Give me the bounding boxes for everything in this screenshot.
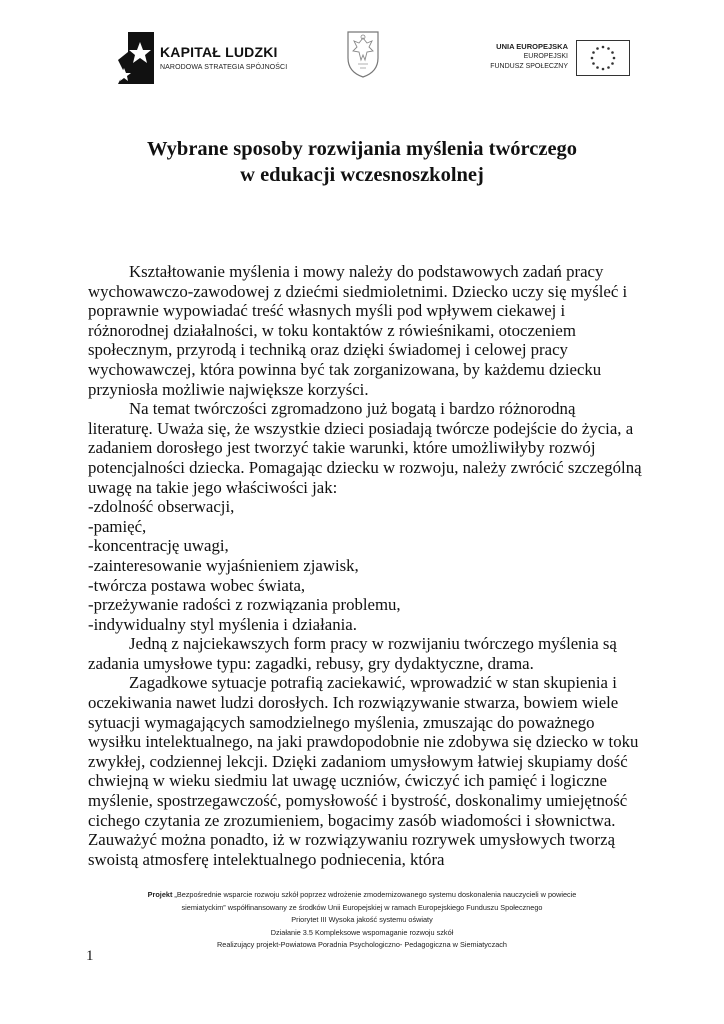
title-line-2: w edukacji wczesnoszkolnej <box>240 164 484 186</box>
list-item: -pamięć, <box>88 516 147 536</box>
title-line-1: Wybrane sposoby rozwijania myślenia twórczego <box>146 138 578 160</box>
page-number: 1 <box>86 948 94 964</box>
document-title <box>0 136 724 188</box>
footer-line-1 <box>60 889 664 902</box>
paragraph-3: Jedną z najciekawszych form pracy w rozwijaniu twórczego myślenia są zadania umysłowe typu: zagadki, rebusy, gry dydaktyczne, drama. <box>88 634 617 673</box>
footer-line-3: Priorytet III Wysoka jakość systemu oświaty <box>291 915 433 924</box>
list-item: -twórcza postawa wobec świata, <box>88 575 306 595</box>
paragraph-4: Zagadkowe sytuacje potrafią zaciekawić, wprowadzić w stan skupienia i oczekiwania nawet ludzi dorosłych. Ich rozwiązywanie stwarza, bowiem wiele sytuacji wymagających samodzielnego myślenia, zmuszając do poważnego wysiłku intelektualnego, na jaki prawdopodobnie nie zdobywa się dziecko w toku zwykłej, codziennej lekcji. Dzięki zadaniom umysłowym łatwiej skupiamy dość chwiejną w wieku siedmiu lat uwagę uczniów, ćwiczyć ich pamięć i logiczne myślenie, spostrzegawczość, pomysłowość i bystrość, doskonalimy umiejętność cichego czytania ze zrozumieniem, bogacimy zasób wiadomości i słownictwa. Zauważyć można ponadto, iż w rozwiązywaniu rozrywek umysłowych tworzą swoistą atmosferę intelektualnego podniecenia, która <box>88 673 639 869</box>
paragraph-2: Na temat twórczości zgromadzono już bogatą i bardzo różnorodną literaturę. Uważa się, że wszystkie dzieci posiadają twórcze podejście do życia, a zadaniem dorosłego jest tworzyć takie warunki, które umożliwiłyby rozwój potencjalności dziecka. Pomagając dziecku w rozwoju, należy zwrócić szczególną uwagę na takie jego właściwości jak: <box>88 399 642 497</box>
document-body <box>88 262 644 869</box>
eu-fund-line1: EUROPEJSKI <box>523 53 568 60</box>
document-footer <box>60 889 664 952</box>
footer-line-2: siemiatyckim” współfinansowany ze środków Unii Europejskiej w ramach Europejskiego Funduszu Społecznego <box>181 902 543 912</box>
kapital-ludzki-star-icon <box>118 32 154 84</box>
kapital-ludzki-title: KAPITAŁ LUDZKI <box>160 44 278 60</box>
coat-of-arms-icon <box>346 28 380 78</box>
footer-line-4: Działanie 3.5 Kompleksowe wspomaganie rozwoju szkół <box>270 927 454 937</box>
list-item: -zainteresowanie wyjaśnieniem zjawisk, <box>88 555 359 575</box>
document-header <box>0 28 724 88</box>
eu-name: UNIA EUROPEJSKA <box>496 42 568 51</box>
list-item: -zdolność obserwacji, <box>88 497 235 517</box>
footer-project-name: „Bezpośrednie wsparcie rozwoju szkół poprzez wdrożenie zmodernizowanego systemu doskonalenia nauczycieli w powiecie <box>172 890 577 899</box>
list-item: -przeżywanie radości z rozwiązania problemu, <box>88 595 401 615</box>
kapital-ludzki-logo <box>118 32 298 84</box>
kapital-ludzki-subtitle: NARODOWA STRATEGIA SPÓJNOŚCI <box>160 64 288 71</box>
footer-project-label: Projekt <box>147 890 173 899</box>
eu-fund-line2: FUNDUSZ SPOŁECZNY <box>490 63 568 70</box>
eu-flag-icon <box>576 40 630 76</box>
paragraph-1: Kształtowanie myślenia i mowy należy do podstawowych zadań pracy wychowawczo-zawodowej z dziećmi siedmioletnimi. Dziecko uczy się myśleć i poprawnie wypowiadać treść własnych myśli pod wpływem ciekawej i różnorodnej działalności, w toku kontaktów z rówieśnikami, otoczeniem społecznym, przyrodą i techniką oraz dzięki świadomej i celowej pracy wychowawczej, która powinna być tak zorganizowana, by każdemu dziecku przyniosła możliwie największe korzyści. <box>88 262 628 399</box>
list-item: -indywidualny styl myślenia i działania. <box>88 614 357 634</box>
list-item: -koncentrację uwagi, <box>88 536 229 556</box>
eu-logo <box>470 40 630 80</box>
eu-logo-text <box>490 42 568 72</box>
footer-line-5: Realizujący projekt-Powiatowa Poradnia Psychologiczno- Pedagogiczna w Siemiatyczach <box>217 940 507 949</box>
